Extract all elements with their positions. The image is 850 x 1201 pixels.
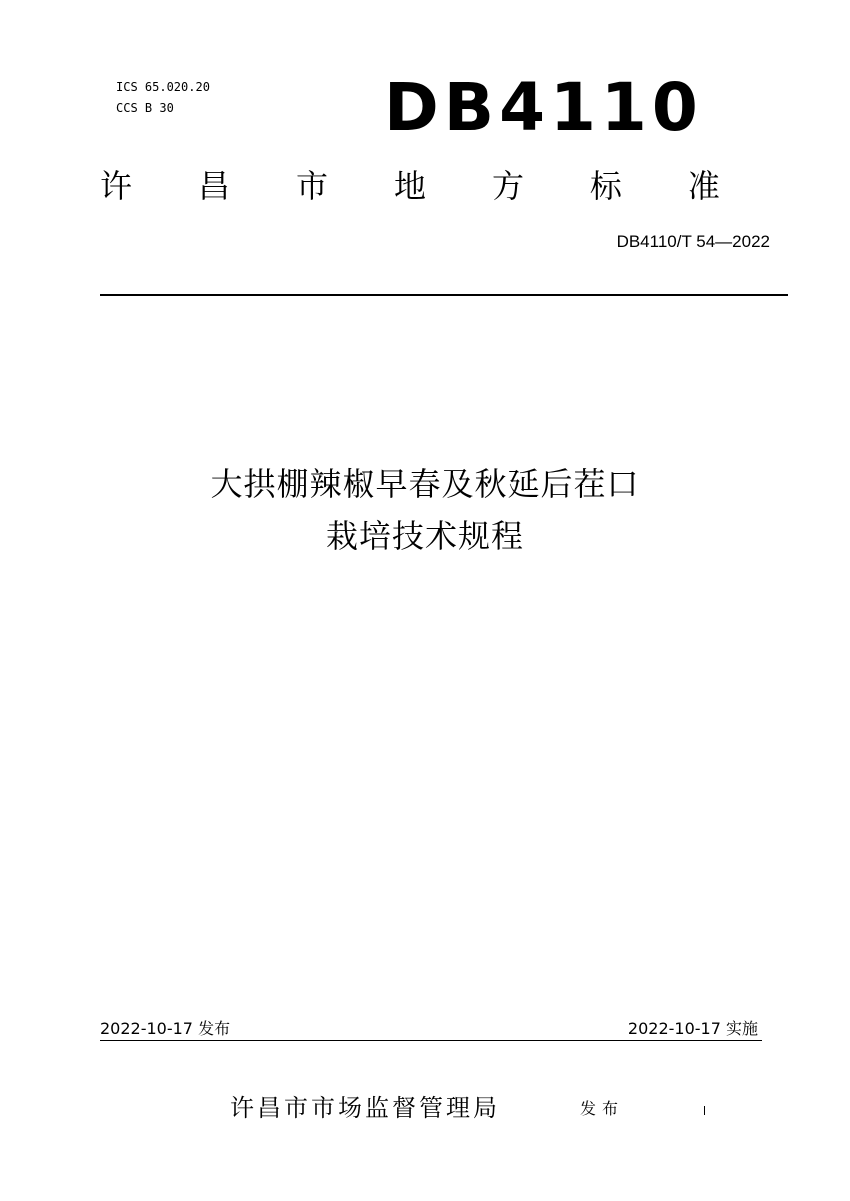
implementation-date: 2022-10-17 实施 (627, 1019, 758, 1038)
document-title-line-1: 大拱棚辣椒早春及秋延后茬口 (210, 465, 640, 503)
publish-label: 发布 (580, 1099, 625, 1118)
standard-type-char: 许 (100, 167, 133, 205)
standard-type-char: 地 (393, 167, 426, 205)
standard-type-heading (100, 164, 720, 208)
standard-number: DB4110/T 54—2022 (616, 232, 770, 251)
standard-type-char: 昌 (197, 167, 230, 205)
standard-type-char: 市 (295, 167, 328, 205)
document-title-line-2: 栽培技术规程 (325, 517, 524, 555)
publisher-name: 许昌市市场监督管理局 (230, 1094, 500, 1122)
standard-type-char: 方 (491, 167, 524, 205)
header-divider (100, 294, 788, 296)
ics-code: ICS 65.020.20 (116, 80, 210, 94)
ccs-code: CCS B 30 (116, 101, 174, 115)
dates-divider (100, 1040, 762, 1041)
standard-type-char: 标 (589, 167, 622, 205)
issue-date: 2022-10-17 发布 (100, 1019, 231, 1038)
standard-code-logo: DB4110 (384, 69, 703, 146)
page-mark (704, 1106, 705, 1115)
standard-type-char: 准 (687, 167, 720, 205)
